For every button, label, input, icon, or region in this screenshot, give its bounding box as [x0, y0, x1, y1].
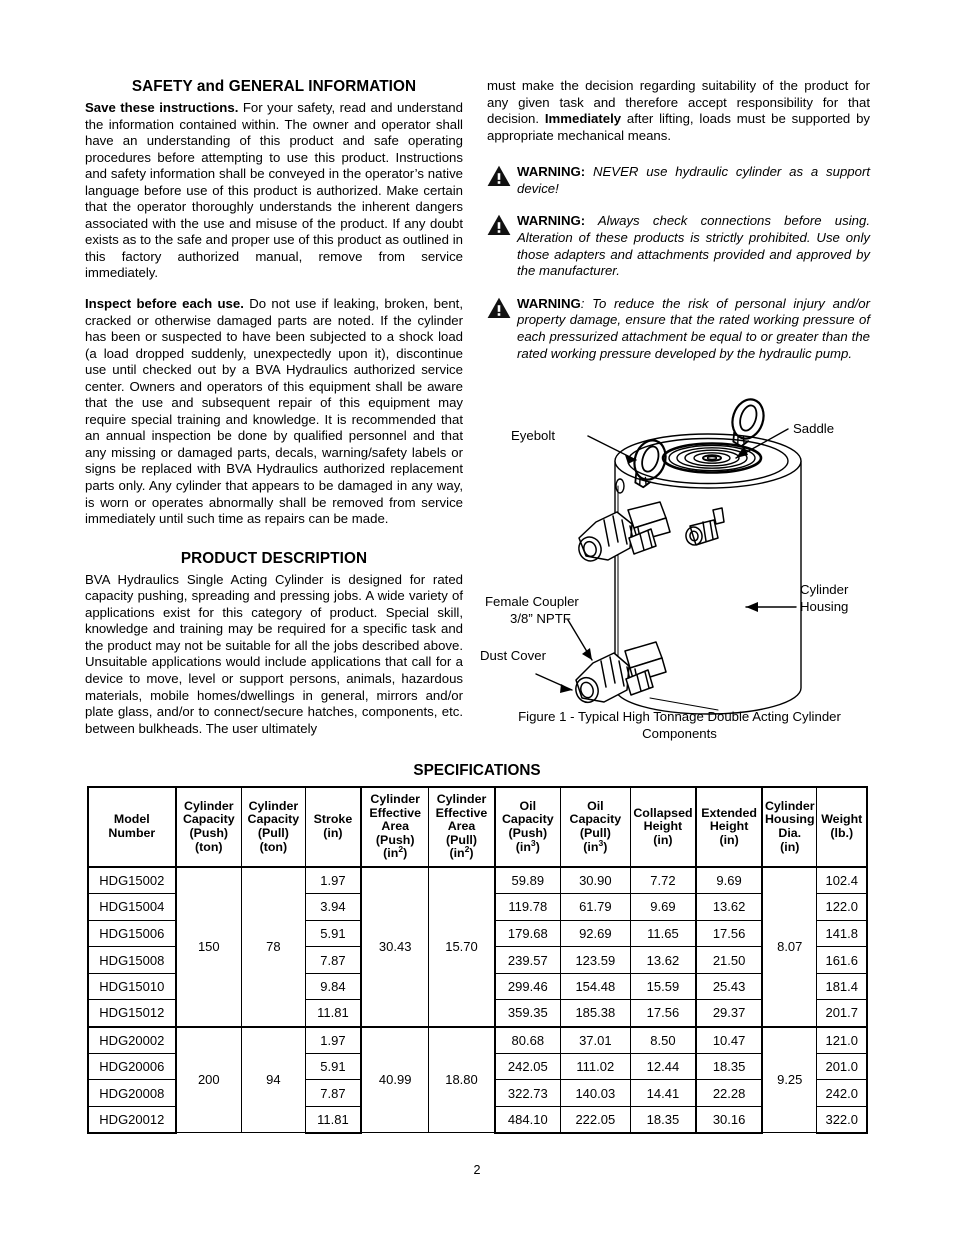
cell-collapsed-height: 8.50 — [630, 1027, 696, 1054]
warning-body-2: Always check connections before using. Alteration of these products is strictly prohibited. Use only those adapters and attachments provided and approved by the manufacturer. — [517, 213, 870, 279]
figure-label-dust-cover: Dust Cover — [480, 648, 546, 663]
cell-area-pull: 15.70 — [429, 867, 495, 1027]
cell-weight: 122.0 — [817, 894, 867, 921]
cell-capacity-pull: 94 — [241, 1027, 305, 1133]
header-line: (in) — [719, 832, 739, 847]
cell-model: HDG20012 — [88, 1106, 176, 1133]
warning-label-3: WARNING — [517, 295, 581, 311]
header-line: Collapsed — [633, 805, 693, 820]
cell-extended-height: 9.69 — [696, 867, 762, 894]
cell-weight: 242.0 — [817, 1080, 867, 1107]
warning-block-1 — [487, 164, 870, 197]
cell-oil-push: 322.73 — [495, 1080, 561, 1107]
header-line: Height — [643, 819, 683, 834]
specifications-title: SPECIFICATIONS — [413, 762, 541, 779]
cell-model: HDG15012 — [88, 1000, 176, 1027]
figure-label-cylinder-housing-line1: Cylinder — [800, 582, 849, 597]
cell-oil-pull: 185.38 — [560, 1000, 630, 1027]
header-line: Cylinder — [764, 798, 815, 813]
cell-oil-pull: 92.69 — [560, 920, 630, 947]
header-line-unit: $(in^2)$ — [383, 844, 408, 861]
cell-extended-height: 13.62 — [696, 894, 762, 921]
cell-model: HDG20006 — [88, 1053, 176, 1080]
page-number: 2 — [473, 1163, 481, 1177]
cell-extended-height: 21.50 — [696, 947, 762, 974]
specifications-table — [87, 786, 868, 1134]
right-text-column — [487, 78, 870, 362]
body-inspect-before-use: Do not use if leaking, broken, bent, cracked or otherwise damaged parts are noted. If the cylinder has been or suspected to have been subjected to a shock load (a load dropped suddenly, unexpectedly upon it), discontinue use until checked out by a BVA Hydraulics authorized service center. Owners and operators of this equipment shall be aware that the use and subsequent repair of this equipment may require special training and knowledge. It is recommended that an annual inspection be done by qualified personnel and that any missing or damaged parts, decals, warning/safety labels or signs be replaced with BVA Hydraulics authorized replacement parts only. Any cylinder that appears to be damaged in any way, is worn or operates abnormally shall be removed from service immediately until such time as repairs can be made. — [85, 296, 463, 527]
cell-oil-pull: 222.05 — [560, 1106, 630, 1133]
cell-oil-push: 119.78 — [495, 894, 561, 921]
cell-capacity-push: 200 — [176, 1027, 242, 1133]
cell-area-pull: 18.80 — [429, 1027, 495, 1133]
header-line: Capacity — [182, 812, 235, 827]
header-line: Effective — [435, 805, 488, 820]
paragraph-inspect-before-use — [85, 296, 463, 528]
figure-caption-line-2: Components — [642, 725, 717, 741]
cell-oil-pull: 111.02 — [560, 1053, 630, 1080]
header-oil-capacity-pull — [560, 787, 630, 867]
cell-collapsed-height: 12.44 — [630, 1053, 696, 1080]
cell-weight: 201.0 — [817, 1053, 867, 1080]
header-line: (ton) — [259, 839, 288, 854]
header-weight — [817, 787, 867, 867]
cell-stroke: 5.91 — [305, 920, 361, 947]
header-cylinder-capacity-pull — [241, 787, 305, 867]
cell-stroke: 5.91 — [305, 1053, 361, 1080]
warning-triangle-icon — [487, 164, 517, 187]
figure-label-saddle: Saddle — [793, 421, 835, 436]
lead-in-inspect-before-use: Inspect before each use. — [85, 296, 244, 312]
header-line-unit: $(in^3)$ — [515, 837, 540, 854]
lead-in-save-instructions: Save these instructions. — [85, 100, 239, 115]
header-line: Capacity — [569, 812, 622, 827]
cell-extended-height: 30.16 — [696, 1106, 762, 1133]
cell-extended-height: 17.56 — [696, 920, 762, 947]
header-cylinder-effective-area-push — [361, 787, 429, 867]
cell-weight: 141.8 — [817, 920, 867, 947]
cell-stroke: 7.87 — [305, 947, 361, 974]
figure-caption-line-1: Figure 1 - Typical High Tonnage Double Acting Cylinder — [518, 709, 841, 724]
header-cylinder-housing-dia — [762, 787, 817, 867]
cell-housing-dia: 9.25 — [762, 1027, 817, 1133]
paragraph-product-description: BVA Hydraulics Single Acting Cylinder is designed for rated capacity pushing, spreading and pressing jobs. A wide variety of applications exist for this category of product. Special skill, knowledge and training may be required for a specific task and the product may not be suitable for all the jobs described above. Unsuitable applications would include applications that call for a device to move, level or support persons, animals, hazardous materials, mobile homes/dwellings in general, mirrors and/or plate glass, and/or to connect/secure hatches, components, etc. between bulkheads. The user ultimately — [85, 571, 463, 736]
figure-label-female-coupler-line2: 3/8” NPTF — [510, 611, 571, 626]
header-line: Area — [381, 819, 409, 834]
cell-oil-push: 80.68 — [495, 1027, 561, 1054]
cell-stroke: 1.97 — [305, 1027, 361, 1054]
cell-oil-pull: 123.59 — [560, 947, 630, 974]
header-line: Model — [113, 812, 150, 827]
cell-model: HDG20002 — [88, 1027, 176, 1054]
left-text-column — [85, 78, 463, 737]
cell-stroke: 9.84 — [305, 973, 361, 1000]
warning-block-2 — [487, 213, 870, 279]
header-line: (in) — [780, 839, 800, 854]
figure-label-female-coupler-line1: Female Coupler — [485, 594, 579, 609]
cell-stroke: 1.97 — [305, 867, 361, 894]
header-line-unit: $(in^3)$ — [583, 837, 608, 854]
cell-weight: 201.7 — [817, 1000, 867, 1027]
header-line: Cylinder — [184, 798, 234, 813]
cell-oil-pull: 37.01 — [560, 1027, 630, 1054]
cell-extended-height: 22.28 — [696, 1080, 762, 1107]
heading-product-description: PRODUCT DESCRIPTION — [180, 549, 368, 567]
figure-1-caption — [487, 709, 872, 742]
cell-collapsed-height: 17.56 — [630, 1000, 696, 1027]
header-line: (Pull) — [579, 825, 611, 840]
warning-triangle-icon — [487, 296, 517, 319]
header-line: (Pull) — [257, 825, 289, 840]
cell-stroke: 11.81 — [305, 1106, 361, 1133]
header-stroke — [305, 787, 361, 867]
cell-oil-push: 484.10 — [495, 1106, 561, 1133]
cell-model: HDG15010 — [88, 973, 176, 1000]
warning-label-1: WARNING: — [517, 164, 586, 180]
header-extended-height — [696, 787, 762, 867]
header-line: Capacity — [501, 812, 554, 827]
warning-body-1: NEVER use hydraulic cylinder as a support device! — [517, 164, 870, 196]
header-line: Area — [447, 819, 476, 834]
cell-weight: 121.0 — [817, 1027, 867, 1054]
figure-1-cylinder-diagram — [478, 398, 878, 753]
cell-extended-height: 10.47 — [696, 1027, 762, 1054]
cell-weight: 181.4 — [817, 973, 867, 1000]
warning-block-3 — [487, 296, 870, 362]
cell-oil-push: 299.46 — [495, 973, 561, 1000]
header-line: Stroke — [313, 812, 353, 827]
cell-oil-pull: 61.79 — [560, 894, 630, 921]
figure-label-eyebolt: Eyebolt — [511, 428, 555, 443]
warning-triangle-icon — [487, 213, 517, 236]
header-line: Number — [108, 825, 156, 840]
header-line: (in) — [653, 832, 673, 847]
cell-oil-pull: 154.48 — [560, 973, 630, 1000]
cell-collapsed-height: 13.62 — [630, 947, 696, 974]
continued-text-bold: Immediately — [544, 111, 622, 127]
header-line: (Push) — [375, 832, 415, 847]
header-oil-capacity-push — [495, 787, 561, 867]
cell-weight: 161.6 — [817, 947, 867, 974]
cell-model: HDG20008 — [88, 1080, 176, 1107]
table-row — [88, 867, 867, 894]
cell-oil-push: 179.68 — [495, 920, 561, 947]
cell-model: HDG15006 — [88, 920, 176, 947]
cell-extended-height: 25.43 — [696, 973, 762, 1000]
header-line: Height — [709, 819, 749, 834]
header-line: (Push) — [189, 825, 229, 840]
header-line: Cylinder — [248, 798, 299, 813]
cell-stroke: 11.81 — [305, 1000, 361, 1027]
cell-weight: 322.0 — [817, 1106, 867, 1133]
header-collapsed-height — [630, 787, 696, 867]
cell-oil-pull: 140.03 — [560, 1080, 630, 1107]
cell-area-push: 30.43 — [361, 867, 429, 1027]
warning-text-3 — [517, 296, 870, 362]
header-line: Housing — [764, 812, 815, 827]
cell-housing-dia: 8.07 — [762, 867, 817, 1027]
cell-extended-height: 18.35 — [696, 1053, 762, 1080]
cell-collapsed-height: 15.59 — [630, 973, 696, 1000]
cell-model: HDG15002 — [88, 867, 176, 894]
cell-oil-push: 359.35 — [495, 1000, 561, 1027]
continued-text-post: after lifting, loads must be supported by appropriate mechanical means. — [487, 111, 871, 143]
paragraph-save-instructions — [85, 100, 463, 282]
continued-text-pre: must make the decision regarding suitability of the product for any given task and therefore accept responsibility for that decision. — [487, 78, 870, 127]
cell-model: HDG15004 — [88, 894, 176, 921]
warning-body-3: : To reduce the risk of personal injury and/or property damage, ensure that the rated working pressure of each pressurized attachment be equal to or greater than the rated working pressure developed by the hydraulic pump. — [517, 295, 870, 361]
specifications-table-body — [88, 867, 867, 1133]
cell-model: HDG15008 — [88, 947, 176, 974]
header-cylinder-effective-area-pull — [429, 787, 495, 867]
header-line: (ton) — [195, 839, 223, 854]
figure-label-cylinder-housing-line2: Housing — [800, 599, 849, 614]
header-line: (Pull) — [446, 832, 477, 847]
header-line: Cylinder — [436, 792, 487, 806]
header-line: (lb.) — [830, 825, 854, 840]
table-header-row — [88, 787, 867, 867]
cell-collapsed-height: 9.69 — [630, 894, 696, 921]
header-line: Capacity — [247, 812, 300, 827]
cell-collapsed-height: 18.35 — [630, 1106, 696, 1133]
cell-oil-push: 239.57 — [495, 947, 561, 974]
cell-stroke: 3.94 — [305, 894, 361, 921]
header-line: (Push) — [508, 825, 548, 840]
cell-collapsed-height: 14.41 — [630, 1080, 696, 1107]
header-line: (in) — [323, 825, 343, 840]
cell-extended-height: 29.37 — [696, 1000, 762, 1027]
warning-label-2: WARNING: — [517, 213, 586, 229]
cell-area-push: 40.99 — [361, 1027, 429, 1133]
specifications-table-head — [88, 787, 867, 867]
cell-weight: 102.4 — [817, 867, 867, 894]
warning-text-2 — [517, 213, 870, 279]
header-line: Effective — [369, 805, 422, 820]
cell-oil-push: 59.89 — [495, 867, 561, 894]
header-cylinder-capacity-push — [176, 787, 242, 867]
header-line-unit: $(in^2)$ — [449, 844, 474, 861]
cell-capacity-push: 150 — [176, 867, 242, 1027]
cell-oil-pull: 30.90 — [560, 867, 630, 894]
header-line: Dia. — [778, 825, 802, 840]
header-line: Weight — [821, 812, 863, 827]
header-model-number — [88, 787, 176, 867]
header-line: Oil — [587, 798, 604, 813]
cell-oil-push: 242.05 — [495, 1053, 561, 1080]
warning-text-1 — [517, 164, 870, 197]
header-line: Cylinder — [370, 792, 420, 806]
paragraph-product-description-continued — [487, 78, 870, 144]
table-row — [88, 1027, 867, 1054]
header-line: Oil — [519, 798, 537, 813]
cell-capacity-pull: 78 — [241, 867, 305, 1027]
cell-collapsed-height: 7.72 — [630, 867, 696, 894]
header-line: Extended — [701, 805, 757, 820]
heading-safety-general-information: SAFETY and GENERAL INFORMATION — [131, 78, 417, 95]
body-save-instructions: For your safety, read and understand the information contained within. The owner and operator shall have an understanding of this product and safe operating procedures before attempting to use this product. Instructions and safety information shall be conveyed in the operator’s native language before use of this product is authorized. Make certain that the operator thoroughly understands the inherent dangers associated with the use and misuse of the product. If any doubt exists as to the safe and proper use of this product as outlined in this factory authorized manual, remove from service immediately. — [85, 100, 463, 281]
cell-collapsed-height: 11.65 — [630, 920, 696, 947]
cell-stroke: 7.87 — [305, 1080, 361, 1107]
